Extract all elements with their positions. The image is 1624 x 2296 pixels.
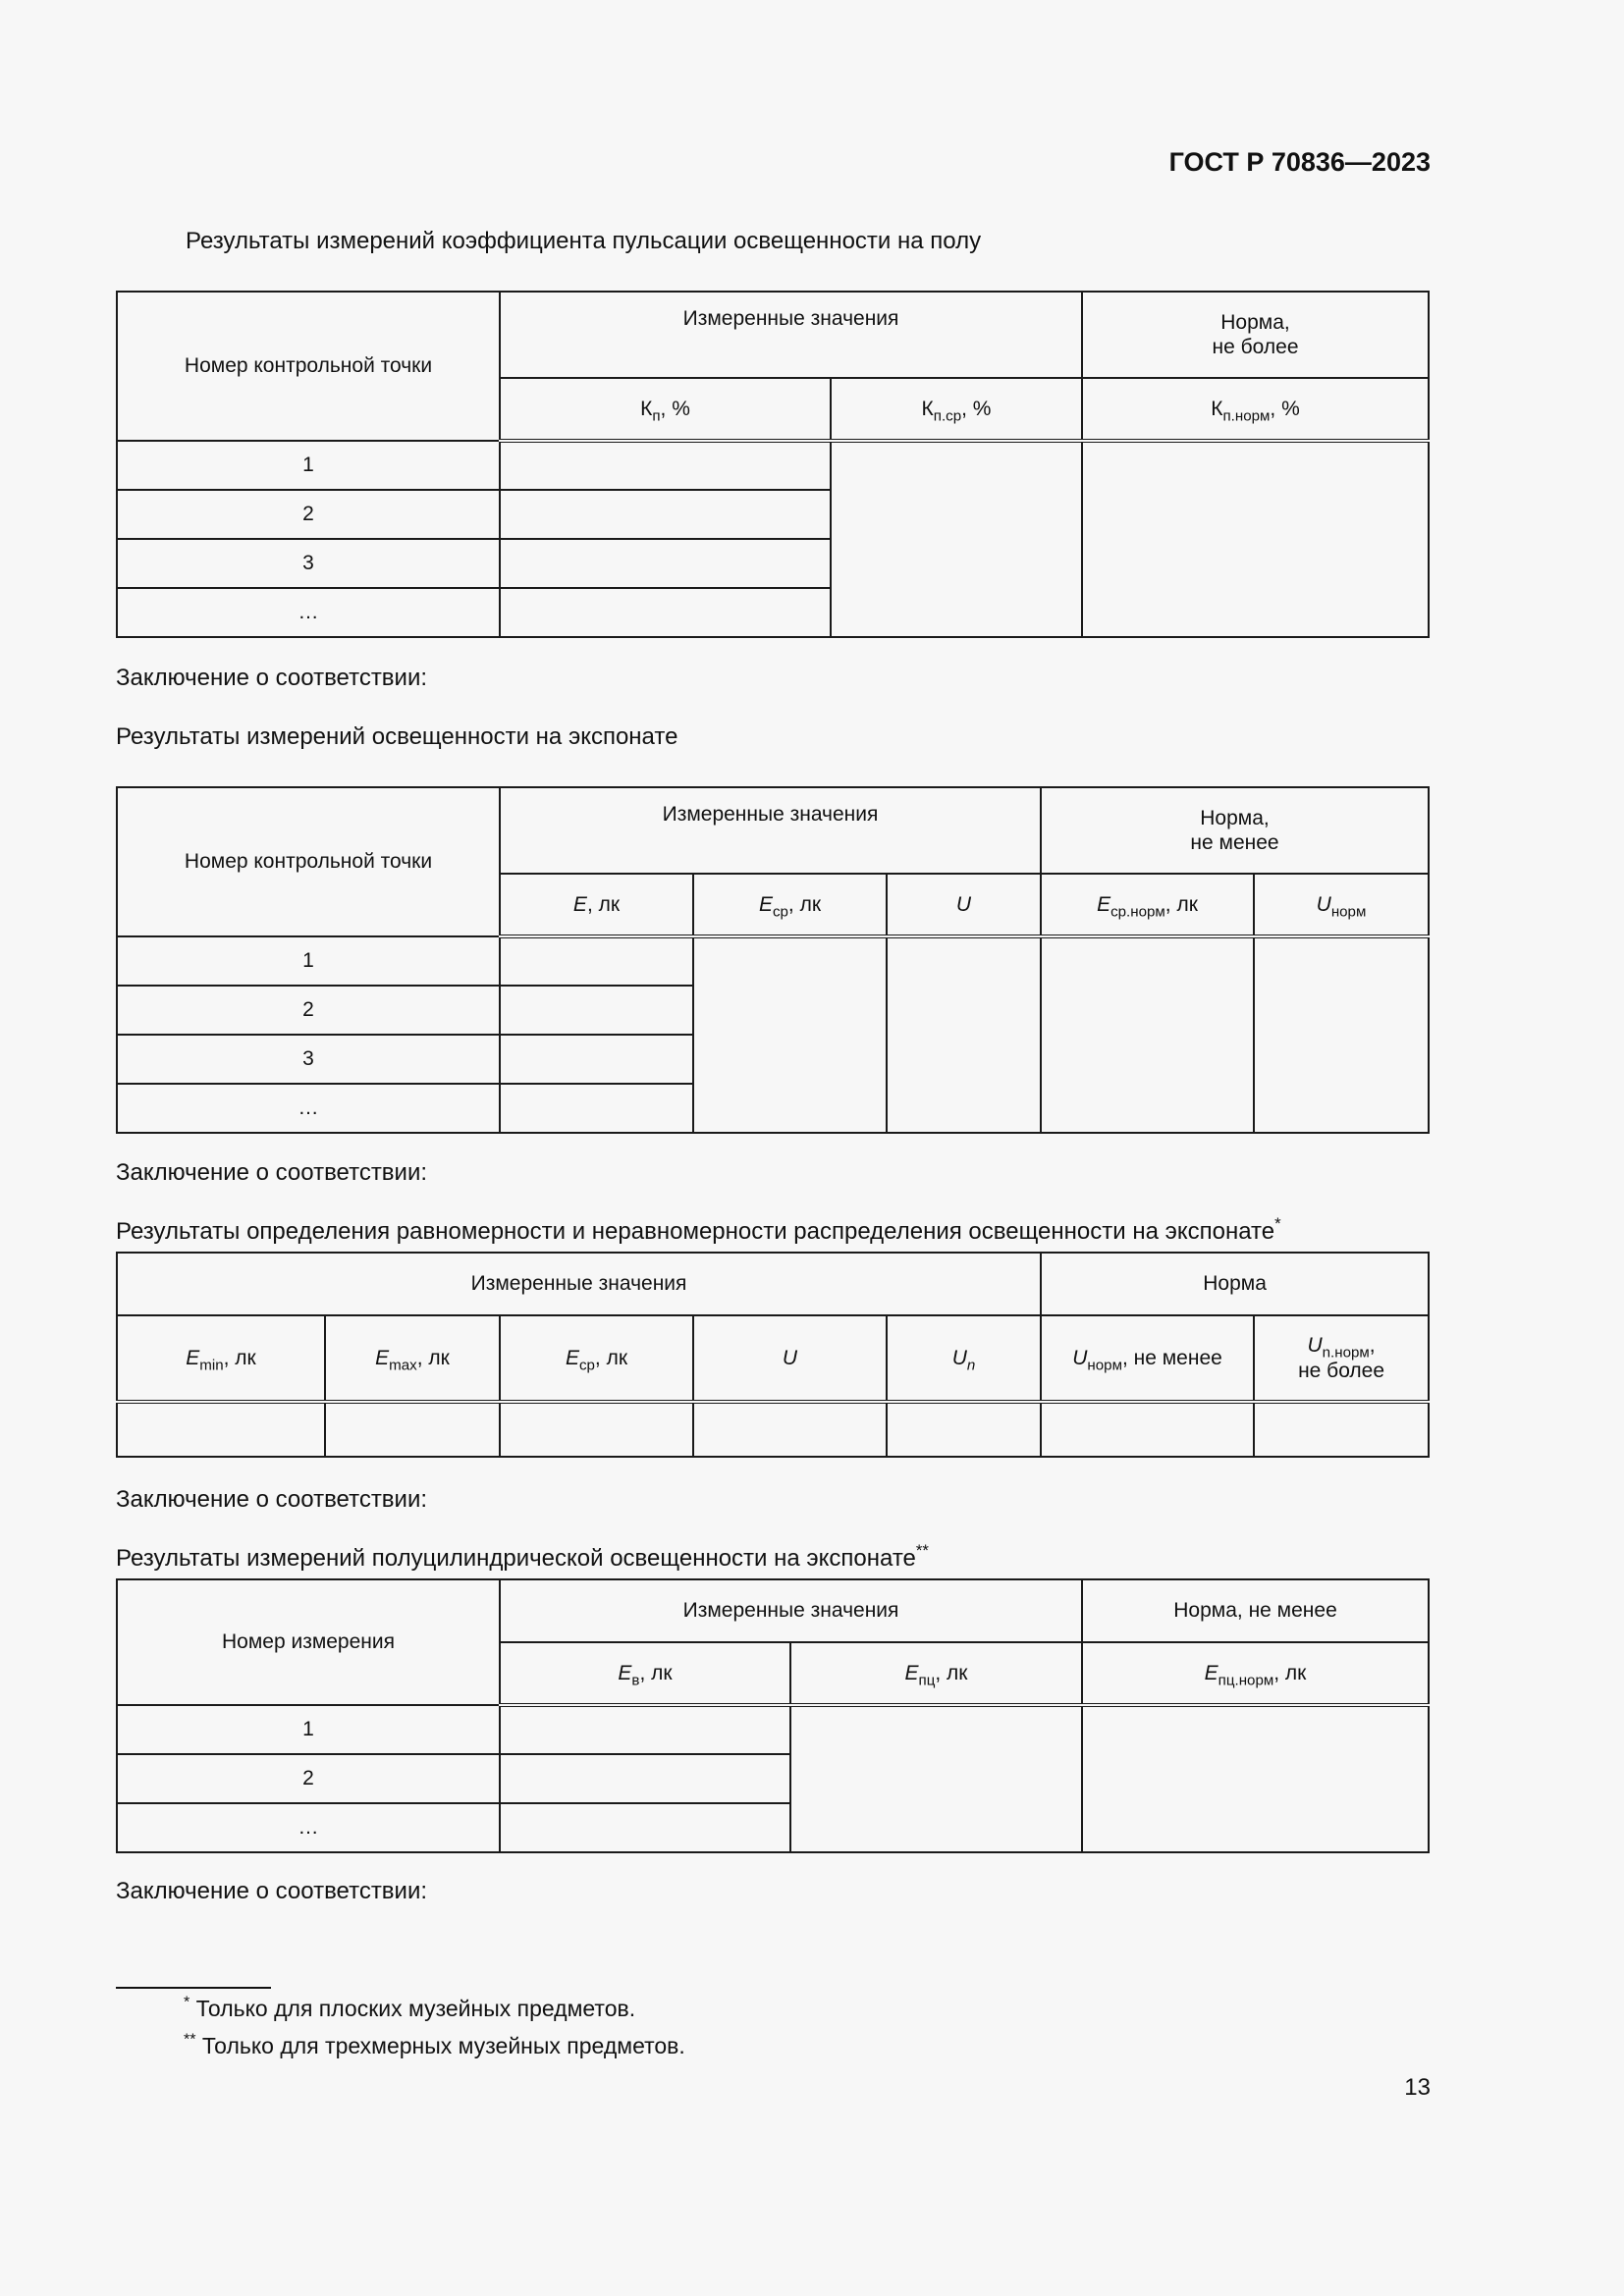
table-cell [1082,441,1429,637]
col-header-u: U [887,874,1041,936]
col-header-emax: $E_{max}$, лк [325,1315,500,1402]
uniformity-table [116,1252,1430,1458]
table-cell [500,1084,693,1133]
norm-label-line1: Норма, [1200,806,1270,829]
semicylindrical-table [116,1578,1430,1853]
col-header-unorm: $U_{норм}$, не менее [1041,1315,1254,1402]
section4-conclusion: Заключение о соответствии: [116,1878,428,1904]
row-point-number: … [117,588,500,637]
row-measurement-number: 2 [117,1754,500,1803]
col-header-measured: Измеренные значения [117,1253,1041,1315]
col-header-meas-no: Номер измерения [117,1579,500,1705]
table-cell [500,490,831,539]
section4-title: Результаты измерений полуцилиндрической освещенности на экспонате** [116,1540,929,1572]
col-header-esr: $E_{ср}$, лк [500,1315,693,1402]
col-header-point: Номер контрольной точки [117,292,500,441]
col-header-unorm: $U_{норм}$ [1254,874,1429,936]
col-header-point: Номер контрольной точки [117,787,500,936]
section3-conclusion: Заключение о соответствии: [116,1486,428,1513]
section2-title: Результаты измерений освещенности на экспонате [116,723,678,750]
table-cell [831,441,1082,637]
section1-title: Результаты измерений коэффициента пульсации освещенности на полу [186,228,982,254]
table-cell [500,1035,693,1084]
col-header-measured: Измеренные значения [500,787,1041,874]
col-header-norm: Норма, не менее [1082,1579,1429,1642]
norm-label-line1: Норма, [1220,310,1290,334]
row-point-number: … [117,1084,500,1133]
col-header-kpsr: $К_{п.ср}$, % [831,378,1082,441]
section1-conclusion: Заключение о соответствии: [116,665,428,691]
footnote-1: * Только для плоских музейных предметов. [184,1993,636,2021]
table-cell [500,1754,790,1803]
table-cell [1254,936,1429,1133]
footnote-mark: ** [915,1540,929,1560]
row-point-number: 1 [117,441,500,490]
col-header-e: E, лк [500,874,693,936]
table-cell [1254,1402,1429,1457]
document-code: ГОСТ Р 70836—2023 [1168,147,1431,177]
col-header-ev: $E_в$, лк [500,1642,790,1705]
col-header-norm [1041,787,1429,874]
footnote-mark: * [1274,1213,1281,1233]
table-cell [887,1402,1041,1457]
table-cell [693,936,887,1133]
section2-conclusion: Заключение о соответствии: [116,1159,428,1186]
col-header-un: $U_n$ [887,1315,1041,1402]
row-measurement-number: 1 [117,1705,500,1754]
table-cell [325,1402,500,1457]
col-header-kpnorm: $К_{п.норм}$, % [1082,378,1429,441]
table-cell [500,539,831,588]
col-header-kp: $К_п$, % [500,378,831,441]
footnote-separator [116,1987,271,1989]
table-cell [500,986,693,1035]
col-header-emin: $E_{min}$, лк [117,1315,325,1402]
table-cell [500,1705,790,1754]
table-cell [1041,936,1254,1133]
col-header-measured: Измеренные значения [500,1579,1082,1642]
table-cell [500,936,693,986]
table-cell [1082,1705,1429,1852]
footnote-2: ** Только для трехмерных музейных предметов. [184,2030,685,2058]
col-header-norm: Норма [1041,1253,1429,1315]
section3-title: Результаты определения равномерности и неравномерности распределения освещенности на экспонате* [116,1213,1281,1245]
illuminance-table [116,786,1430,1134]
row-point-number: 3 [117,1035,500,1084]
norm-label-line2: не более [1212,336,1299,358]
col-header-u: U [693,1315,887,1402]
row-point-number: 2 [117,986,500,1035]
row-point-number: 3 [117,539,500,588]
col-header-epc: $E_{пц}$, лк [790,1642,1082,1705]
row-point-number: 2 [117,490,500,539]
table-cell [500,588,831,637]
table-cell [500,441,831,490]
col-header-esrnorm: $E_{ср.норм}$, лк [1041,874,1254,936]
row-measurement-number: … [117,1803,500,1852]
col-header-esr: $E_{ср}$, лк [693,874,887,936]
norm-label-line2: не менее [1190,831,1279,854]
pulsation-table [116,291,1430,638]
table-cell [117,1402,325,1457]
row-point-number: 1 [117,936,500,986]
col-header-epcnorm: $E_{пц.норм}$, лк [1082,1642,1429,1705]
table-cell [790,1705,1082,1852]
col-header-measured: Измеренные значения [500,292,1082,378]
table-cell [500,1803,790,1852]
table-cell [887,936,1041,1133]
table-cell [1041,1402,1254,1457]
page-number: 13 [1404,2074,1431,2101]
table-cell [500,1402,693,1457]
col-header-unnorm: $U_{n.норм}$, не более [1254,1315,1429,1402]
table-cell [693,1402,887,1457]
col-header-norm [1082,292,1429,378]
